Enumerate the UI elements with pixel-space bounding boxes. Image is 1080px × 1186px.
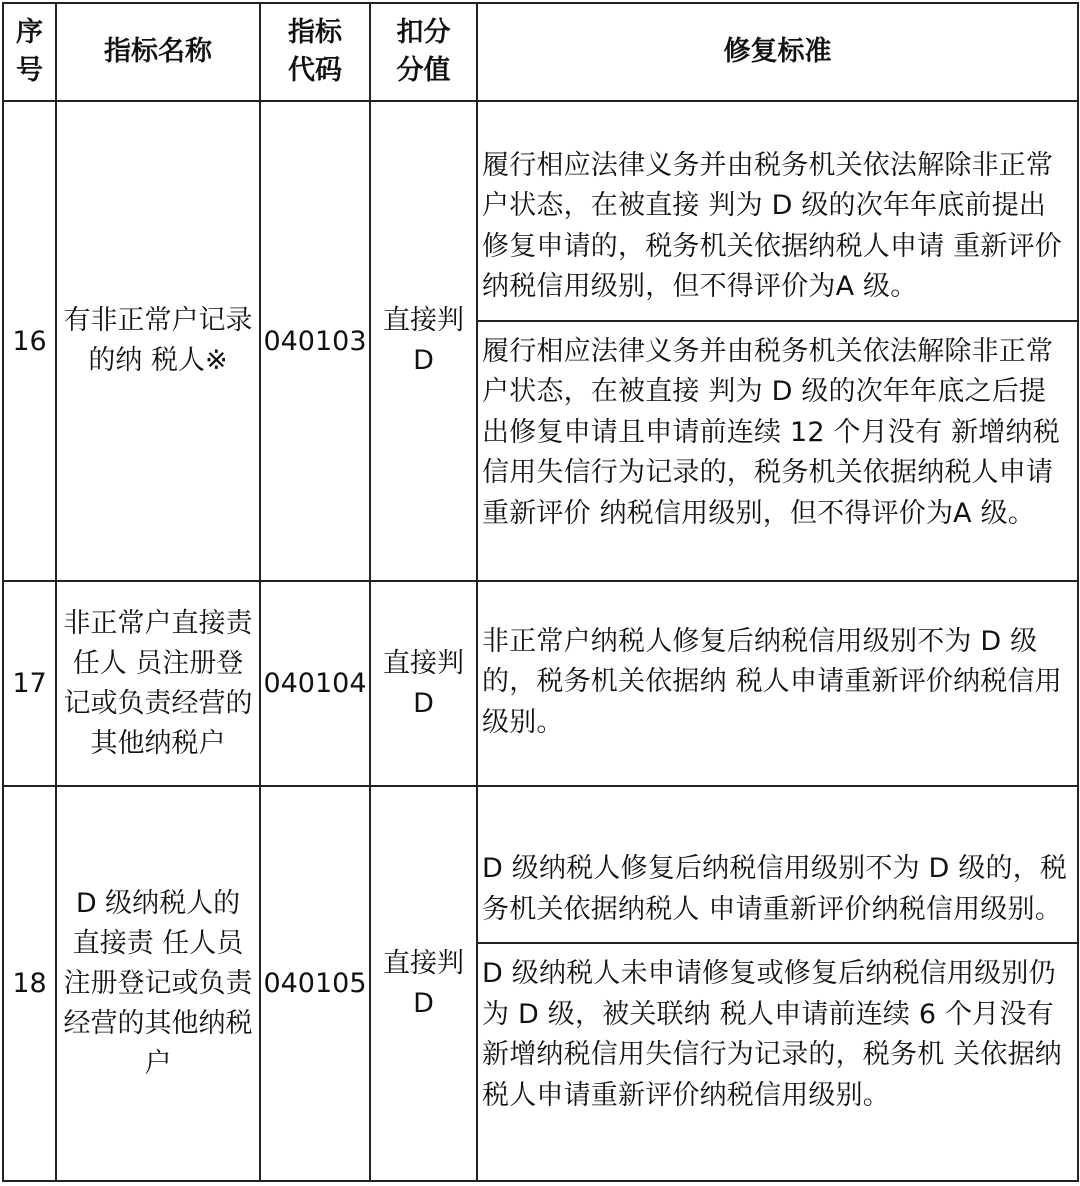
repair-standard-cell — [477, 786, 1078, 1181]
repair-standard-text: D 级纳税人修复后纳税信用级别不为 D 级的，税务机关依据纳税人 申请重新评价纳税信用级别。 — [482, 853, 1068, 925]
indicator-code: 040104 — [260, 581, 370, 786]
indicator-name: 有非正常户记录的纳 税人※ — [56, 101, 260, 581]
indicator-name: D 级纳税人的直接责 任人员注册登记或负责经营的其他纳税户 — [56, 786, 260, 1181]
table-row — [3, 786, 1078, 1181]
header-index: 序号 — [3, 3, 56, 101]
deduction-value: 直接判D — [370, 581, 477, 786]
row-index: 16 — [3, 101, 56, 581]
repair-standards-table — [2, 2, 1079, 1182]
row-index: 18 — [3, 786, 56, 1181]
row-index: 17 — [3, 581, 56, 786]
header-standard: 修复标准 — [477, 3, 1078, 101]
table-row — [3, 101, 1078, 581]
repair-standard-text: 非正常户纳税人修复后纳税信用级别不为 D 级的，税务机关依据纳 税人申请重新评价纳税信用级别。 — [482, 625, 1062, 738]
header-name: 指标名称 — [56, 3, 260, 101]
indicator-code: 040105 — [260, 786, 370, 1181]
deduction-value: 直接判D — [370, 786, 477, 1181]
indicator-code: 040103 — [260, 101, 370, 581]
header-score: 扣分分值 — [370, 3, 477, 101]
table-row — [3, 581, 1078, 786]
repair-standard-cell — [477, 581, 1078, 786]
header-row — [3, 3, 1078, 101]
repair-standard-text: 履行相应法律义务并由税务机关依法解除非正常户状态，在被直接 判为 D 级的次年年底前提出修复申请的，税务机关依据纳税人申请 重新评价纳税信用级别，但不得评价为A 级。 — [482, 149, 1062, 303]
deduction-value: 直接判D — [370, 101, 477, 581]
repair-standard-text: 履行相应法律义务并由税务机关依法解除非正常户状态，在被直接 判为 D 级的次年年底之后提出修复申请且申请前连续 12 个月没有 新增纳税信用失信行为记录的，税务机关依据纳税人申请重新评价 纳税信用级别，但不得评价为A 级。 — [478, 320, 1077, 547]
header-code: 指标代码 — [260, 3, 370, 101]
repair-standard-text: D 级纳税人未申请修复或修复后纳税信用级别仍为 D 级，被关联纳 税人申请前连续 6 个月没有新增纳税信用失信行为记录的，税务机 关依据纳税人申请重新评价纳税信用级别。 — [478, 942, 1077, 1128]
indicator-name: 非正常户直接责任人 员注册登记或负责经营的其他纳税户 — [56, 581, 260, 786]
repair-standard-cell — [477, 101, 1078, 581]
